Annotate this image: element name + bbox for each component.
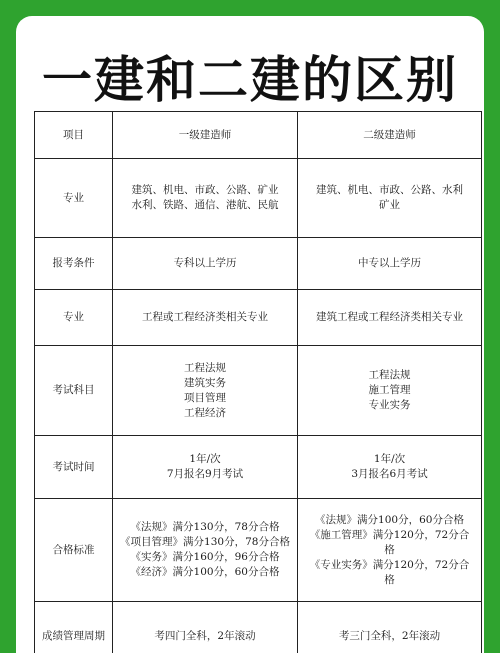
cell-line: 《项目管理》满分130分，78分合格	[120, 536, 290, 548]
cell-line: 项目管理	[184, 391, 226, 404]
cell-line: 《专业实务》满分120分，72分合	[309, 558, 470, 571]
cell-line: 《实务》满分160分，96分合格	[130, 551, 280, 563]
table-row-passing-standard	[35, 499, 482, 602]
cell-line: 中专以上学历	[358, 257, 421, 269]
cell-line: 工程法规	[184, 361, 226, 374]
row-label: 专业	[35, 290, 113, 346]
second-class-cell	[298, 436, 482, 499]
cell-line: 专业实务	[368, 399, 411, 411]
row-label: 成绩管理周期	[35, 602, 113, 653]
row-label: 考试时间	[35, 436, 113, 499]
cell-line: 格	[384, 543, 395, 556]
cell-line: 《施工管理》满分120分，72分合	[309, 528, 470, 541]
row-label: 专业	[35, 159, 113, 238]
cell-line: 《法规》满分130分，78分合格	[130, 521, 280, 533]
second-class-cell	[298, 602, 482, 653]
cell-line: 考三门全科，2年滚动	[338, 629, 441, 642]
table-row-eligibility	[35, 238, 482, 290]
cell-line: 《经济》满分100分，60分合格	[130, 566, 280, 578]
table-row-score-cycle	[35, 602, 482, 653]
cell-line: 3月报名6月考试	[351, 468, 428, 480]
table-row-major	[35, 290, 482, 346]
cell-line: 建筑实务	[184, 376, 226, 389]
table-row-specialty	[35, 159, 482, 238]
cell-line: 建筑工程或工程经济类相关专业	[316, 311, 463, 323]
second-class-cell	[298, 238, 482, 290]
cell-line: 工程或工程经济类相关专业	[142, 311, 268, 323]
first-class-cell	[113, 346, 298, 436]
cell-line: 考四门全科，2年滚动	[154, 629, 256, 642]
first-class-cell	[113, 436, 298, 499]
cell-line: 1年/次	[373, 453, 406, 465]
second-class-cell	[298, 499, 482, 602]
cell-line: 施工管理	[368, 384, 411, 396]
cell-line: 工程法规	[368, 369, 411, 381]
comparison-table	[34, 111, 482, 653]
first-class-cell	[113, 159, 298, 238]
row-label: 合格标准	[35, 499, 113, 602]
second-class-cell	[298, 159, 482, 238]
table-row-subjects	[35, 346, 482, 436]
header-first-class: 一级建造师	[113, 112, 298, 159]
first-class-cell	[113, 238, 298, 290]
cell-line: 格	[384, 573, 395, 586]
first-class-cell	[113, 602, 298, 653]
first-class-cell	[113, 290, 298, 346]
table-header-row	[35, 112, 482, 159]
cell-line: 水利、铁路、通信、港航、民航	[131, 199, 279, 211]
cell-line: 建筑、机电、市政、公路、水利	[316, 184, 463, 196]
header-item-label: 项目	[35, 112, 113, 159]
table-row-exam-time	[35, 436, 482, 499]
cell-line: 7月报名9月考试	[166, 468, 244, 480]
cell-line: 《法规》满分100分，60分合格	[315, 513, 464, 526]
cell-line: 1年/次	[189, 453, 221, 465]
second-class-cell	[298, 290, 482, 346]
cell-line: 建筑、机电、市政、公路、矿业	[131, 184, 279, 196]
row-label: 考试科目	[35, 346, 113, 436]
page-title: 一建和二建的区别	[42, 51, 458, 109]
second-class-cell	[298, 346, 482, 436]
first-class-cell	[113, 499, 298, 602]
header-second-class: 二级建造师	[298, 112, 482, 159]
poster-frame	[16, 16, 484, 653]
cell-line: 矿业	[379, 199, 400, 211]
cell-line: 工程经济	[184, 406, 226, 419]
row-label: 报考条件	[35, 238, 113, 290]
cell-line: 专科以上学历	[173, 257, 237, 269]
